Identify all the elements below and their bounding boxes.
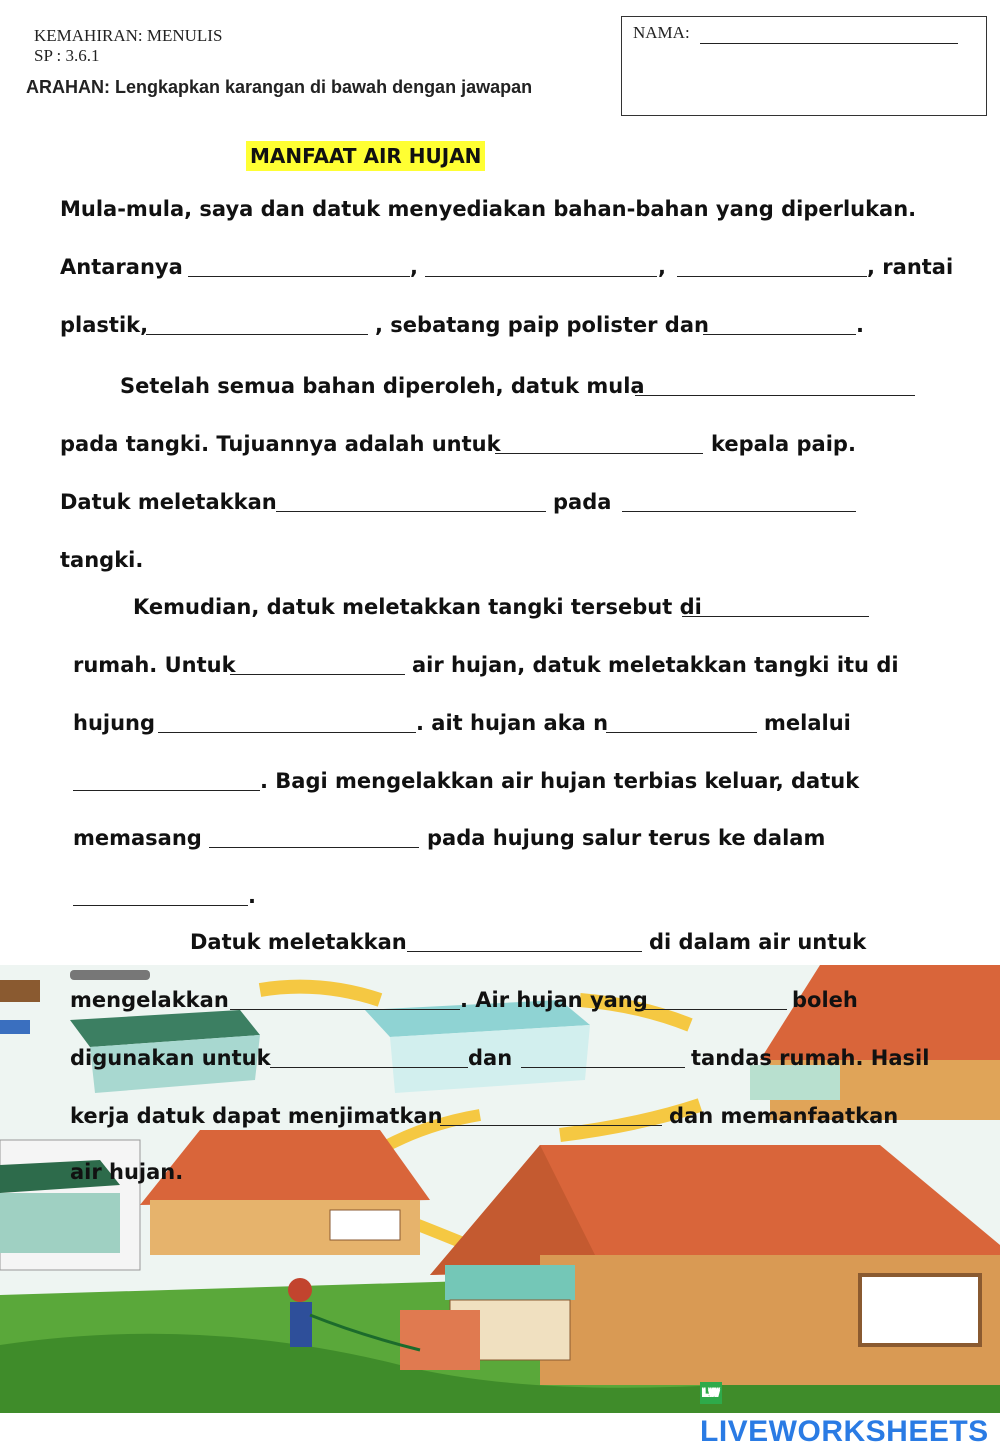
blank-14[interactable] (73, 770, 260, 791)
blank-6[interactable] (635, 375, 915, 396)
p2-line2-start: pada tangki. Tujuannya adalah untuk (60, 432, 501, 456)
p3-line2-end: air hujan, datuk meletakkan tangki itu di (412, 653, 899, 677)
p4-line4-end: dan memanfaatkan (669, 1104, 899, 1128)
p2-line1: Setelah semua bahan diperoleh, datuk mula (120, 374, 645, 398)
p1-line1: Mula-mula, saya dan datuk menyediakan bahan-bahan yang diperlukan. (60, 197, 917, 221)
p1-line3-start: plastik, (60, 313, 149, 337)
blank-17[interactable] (407, 931, 642, 952)
blank-19[interactable] (642, 989, 787, 1010)
skill-label: KEMAHIRAN: MENULIS (34, 26, 223, 45)
comma-1: , (410, 255, 418, 279)
p4-line4-start: kerja datuk dapat menjimatkan (70, 1104, 443, 1128)
period-1: . (856, 313, 864, 337)
blank-21[interactable] (521, 1047, 685, 1068)
p4-line2-end: boleh (792, 988, 858, 1012)
p4-line2-start: mengelakkan (70, 988, 229, 1012)
liveworksheets-logo-icon: LW (700, 1382, 722, 1404)
p4-line3-mid: dan (468, 1046, 513, 1070)
p4-line1-end: di dalam air untuk (649, 930, 867, 954)
p4-line5: air hujan. (70, 1160, 184, 1184)
p2-line3-mid: pada (553, 490, 612, 514)
blank-13[interactable] (606, 712, 757, 733)
p4-line1-start: Datuk meletakkan (190, 930, 407, 954)
blank-22[interactable] (440, 1105, 662, 1126)
blank-18[interactable] (230, 989, 460, 1010)
instruction: ARAHAN: Lengkapkan karangan di bawah dengan jawapan (26, 77, 533, 97)
period-2: . (248, 884, 256, 908)
p3-line2-start: rumah. Untuk (73, 653, 236, 677)
p3-line3-start: hujung (73, 711, 156, 735)
p4-line3-start: digunakan untuk (70, 1046, 271, 1070)
p1-line2-start: Antaranya (60, 255, 183, 279)
blank-3[interactable] (677, 256, 867, 277)
p3-line4-end: . Bagi mengelakkan air hujan terbias keluar, datuk (260, 769, 860, 793)
blank-2[interactable] (425, 256, 657, 277)
blank-16[interactable] (73, 885, 248, 906)
p3-line5-start: memasang (73, 826, 202, 850)
p2-line3-start: Datuk meletakkan (60, 490, 277, 514)
blank-1[interactable] (188, 256, 410, 277)
p1-line3-mid: , sebatang paip polister dan (375, 313, 709, 337)
liveworksheets-watermark (700, 1372, 1000, 1448)
blank-7[interactable] (495, 433, 703, 454)
p3-line5-end: pada hujung salur terus ke dalam (427, 826, 826, 850)
blank-15[interactable] (209, 827, 419, 848)
blank-11[interactable] (230, 654, 405, 675)
p2-line4: tangki. (60, 548, 144, 572)
p1-line2-end: , rantai (867, 255, 954, 279)
p3-line3-end: melalui (764, 711, 851, 735)
p2-line2-end: kepala paip. (711, 432, 856, 456)
p3-line3-mid: . ait hujan aka n (416, 711, 609, 735)
p4-line3-end: tandas rumah. Hasil (691, 1046, 930, 1070)
blank-12[interactable] (158, 712, 416, 733)
p3-line1: Kemudian, datuk meletakkan tangki tersebut di (133, 595, 702, 619)
blank-10[interactable] (682, 596, 869, 617)
watermark-text: LIVEWORKSHEETS (700, 1415, 989, 1448)
page-title: MANFAAT AIR HUJAN (246, 141, 485, 171)
name-label: NAMA: (633, 23, 690, 42)
blank-8[interactable] (276, 491, 546, 512)
blank-9[interactable] (622, 491, 856, 512)
blank-20[interactable] (270, 1047, 468, 1068)
p4-line2-mid: . Air hujan yang (460, 988, 648, 1012)
sp-label: SP : 3.6.1 (34, 46, 100, 65)
blank-4[interactable] (146, 314, 368, 335)
comma-2: , (658, 255, 666, 279)
blank-5[interactable] (703, 314, 856, 335)
